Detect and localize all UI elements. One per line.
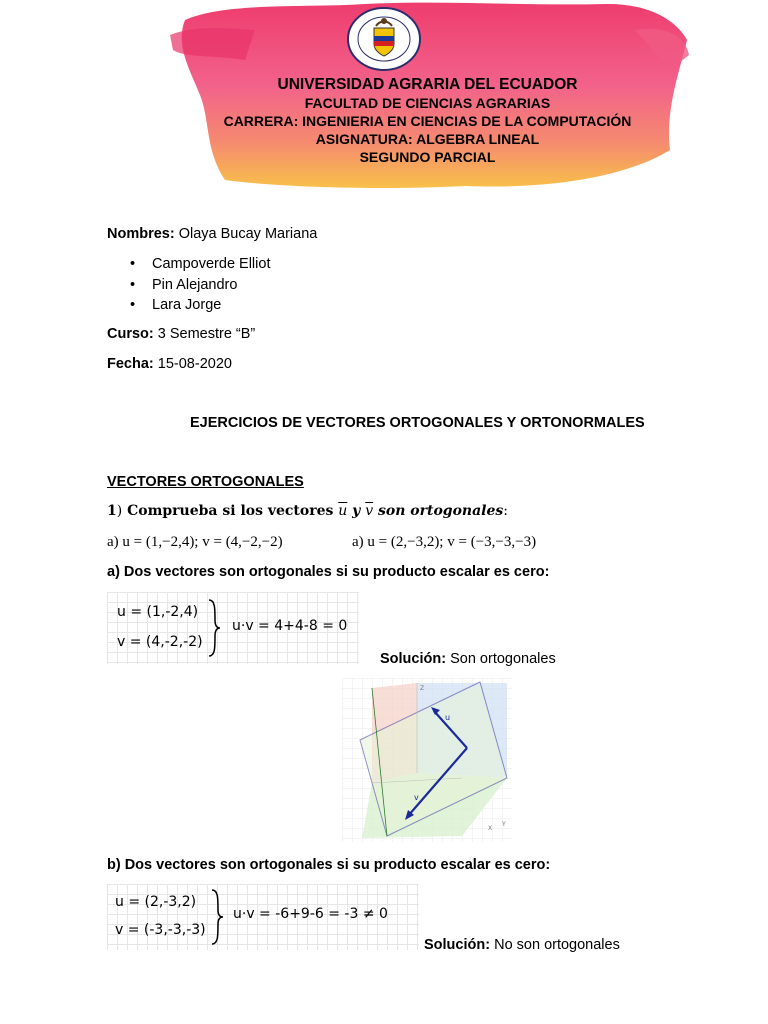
figure-u-label: u xyxy=(445,713,451,722)
figure-v-label: v xyxy=(414,793,419,802)
university-title: UNIVERSIDAD AGRARIA DEL ECUADOR xyxy=(277,76,578,93)
orthogonal-vectors-figure xyxy=(342,678,512,842)
part-a-u-eq: u = (1,-2,4) xyxy=(117,604,199,620)
item-a1: a) u = (1,−2,4); v = (4,−2,−2) xyxy=(107,534,283,550)
solution-value: No son ortogonales xyxy=(494,937,620,953)
exam-title: SEGUNDO PARCIAL xyxy=(359,149,496,165)
part-b-heading: b) Dos vectores son ortogonales si su producto escalar es cero: xyxy=(107,857,551,873)
list-item: • Lara Jorge xyxy=(152,297,270,318)
names-list xyxy=(152,256,270,318)
course-line xyxy=(107,326,255,342)
part-b-v-eq: v = (-3,-3,-3) xyxy=(115,922,206,938)
date-value: 15-08-2020 xyxy=(157,356,232,372)
exercise-suffix: son ortogonales xyxy=(373,503,504,519)
exercise-statement xyxy=(107,503,508,519)
list-item: • Pin Alejandro xyxy=(152,277,270,298)
part-b-dot: u·v = -6+9-6 = -3 ≠ 0 xyxy=(233,906,388,922)
career-title: CARRERA: INGENIERIA EN CIENCIAS DE LA COMPUTACIÓN xyxy=(223,113,632,129)
section-title: VECTORES ORTOGONALES xyxy=(107,474,304,490)
date-label: Fecha: xyxy=(107,356,154,372)
figure-z-label: Z xyxy=(420,685,425,692)
faculty-title: FACULTAD DE CIENCIAS AGRARIAS xyxy=(304,95,551,111)
part-b-solution xyxy=(424,937,620,953)
solution-label: Solución: xyxy=(380,651,447,667)
course-label: Curso: xyxy=(107,326,154,342)
main-title: EJERCICIOS DE VECTORES ORTOGONALES Y ORTONORMALES xyxy=(190,415,645,431)
names-first: Olaya Bucay Mariana xyxy=(178,226,318,242)
figure-y-label: Y xyxy=(502,821,506,828)
names-line xyxy=(107,226,317,242)
exercise-y: y xyxy=(347,503,366,519)
course-value: 3 Semestre “B” xyxy=(157,326,256,342)
university-seal-icon xyxy=(346,6,422,72)
exercise-colon: : xyxy=(503,503,508,519)
names-label: Nombres: xyxy=(107,226,175,242)
part-a-v-eq: v = (4,-2,-2) xyxy=(117,634,203,650)
item-a2: a) u = (2,−3,2); v = (−3,−3,−3) xyxy=(352,534,537,550)
part-a-calc-image xyxy=(107,592,359,664)
part-b-calc-image xyxy=(107,884,419,950)
part-a-solution xyxy=(380,651,556,667)
solution-value: Son ortogonales xyxy=(450,651,556,667)
exercise-number: 1 xyxy=(107,503,117,519)
figure-x-label: X xyxy=(488,825,493,832)
list-item: • Campoverde Elliot xyxy=(152,256,270,277)
part-a-dot: u·v = 4+4-8 = 0 xyxy=(232,618,348,634)
subject-title: ASIGNATURA: ALGEBRA LINEAL xyxy=(315,131,540,147)
vector-u: $\overline{u}$ xyxy=(338,503,348,519)
vector-v: $\overline{v}$ xyxy=(365,503,374,519)
brace-icon xyxy=(207,598,221,658)
brace-icon xyxy=(210,888,224,946)
date-line xyxy=(107,356,232,372)
exercise-text: Comprueba si los vectores xyxy=(127,503,339,519)
exercise-paren: ) xyxy=(116,503,123,519)
solution-label: Solución: xyxy=(424,937,491,953)
part-b-u-eq: u = (2,-3,2) xyxy=(115,894,197,910)
part-a-heading: a) Dos vectores son ortogonales si su producto escalar es cero: xyxy=(107,564,550,580)
